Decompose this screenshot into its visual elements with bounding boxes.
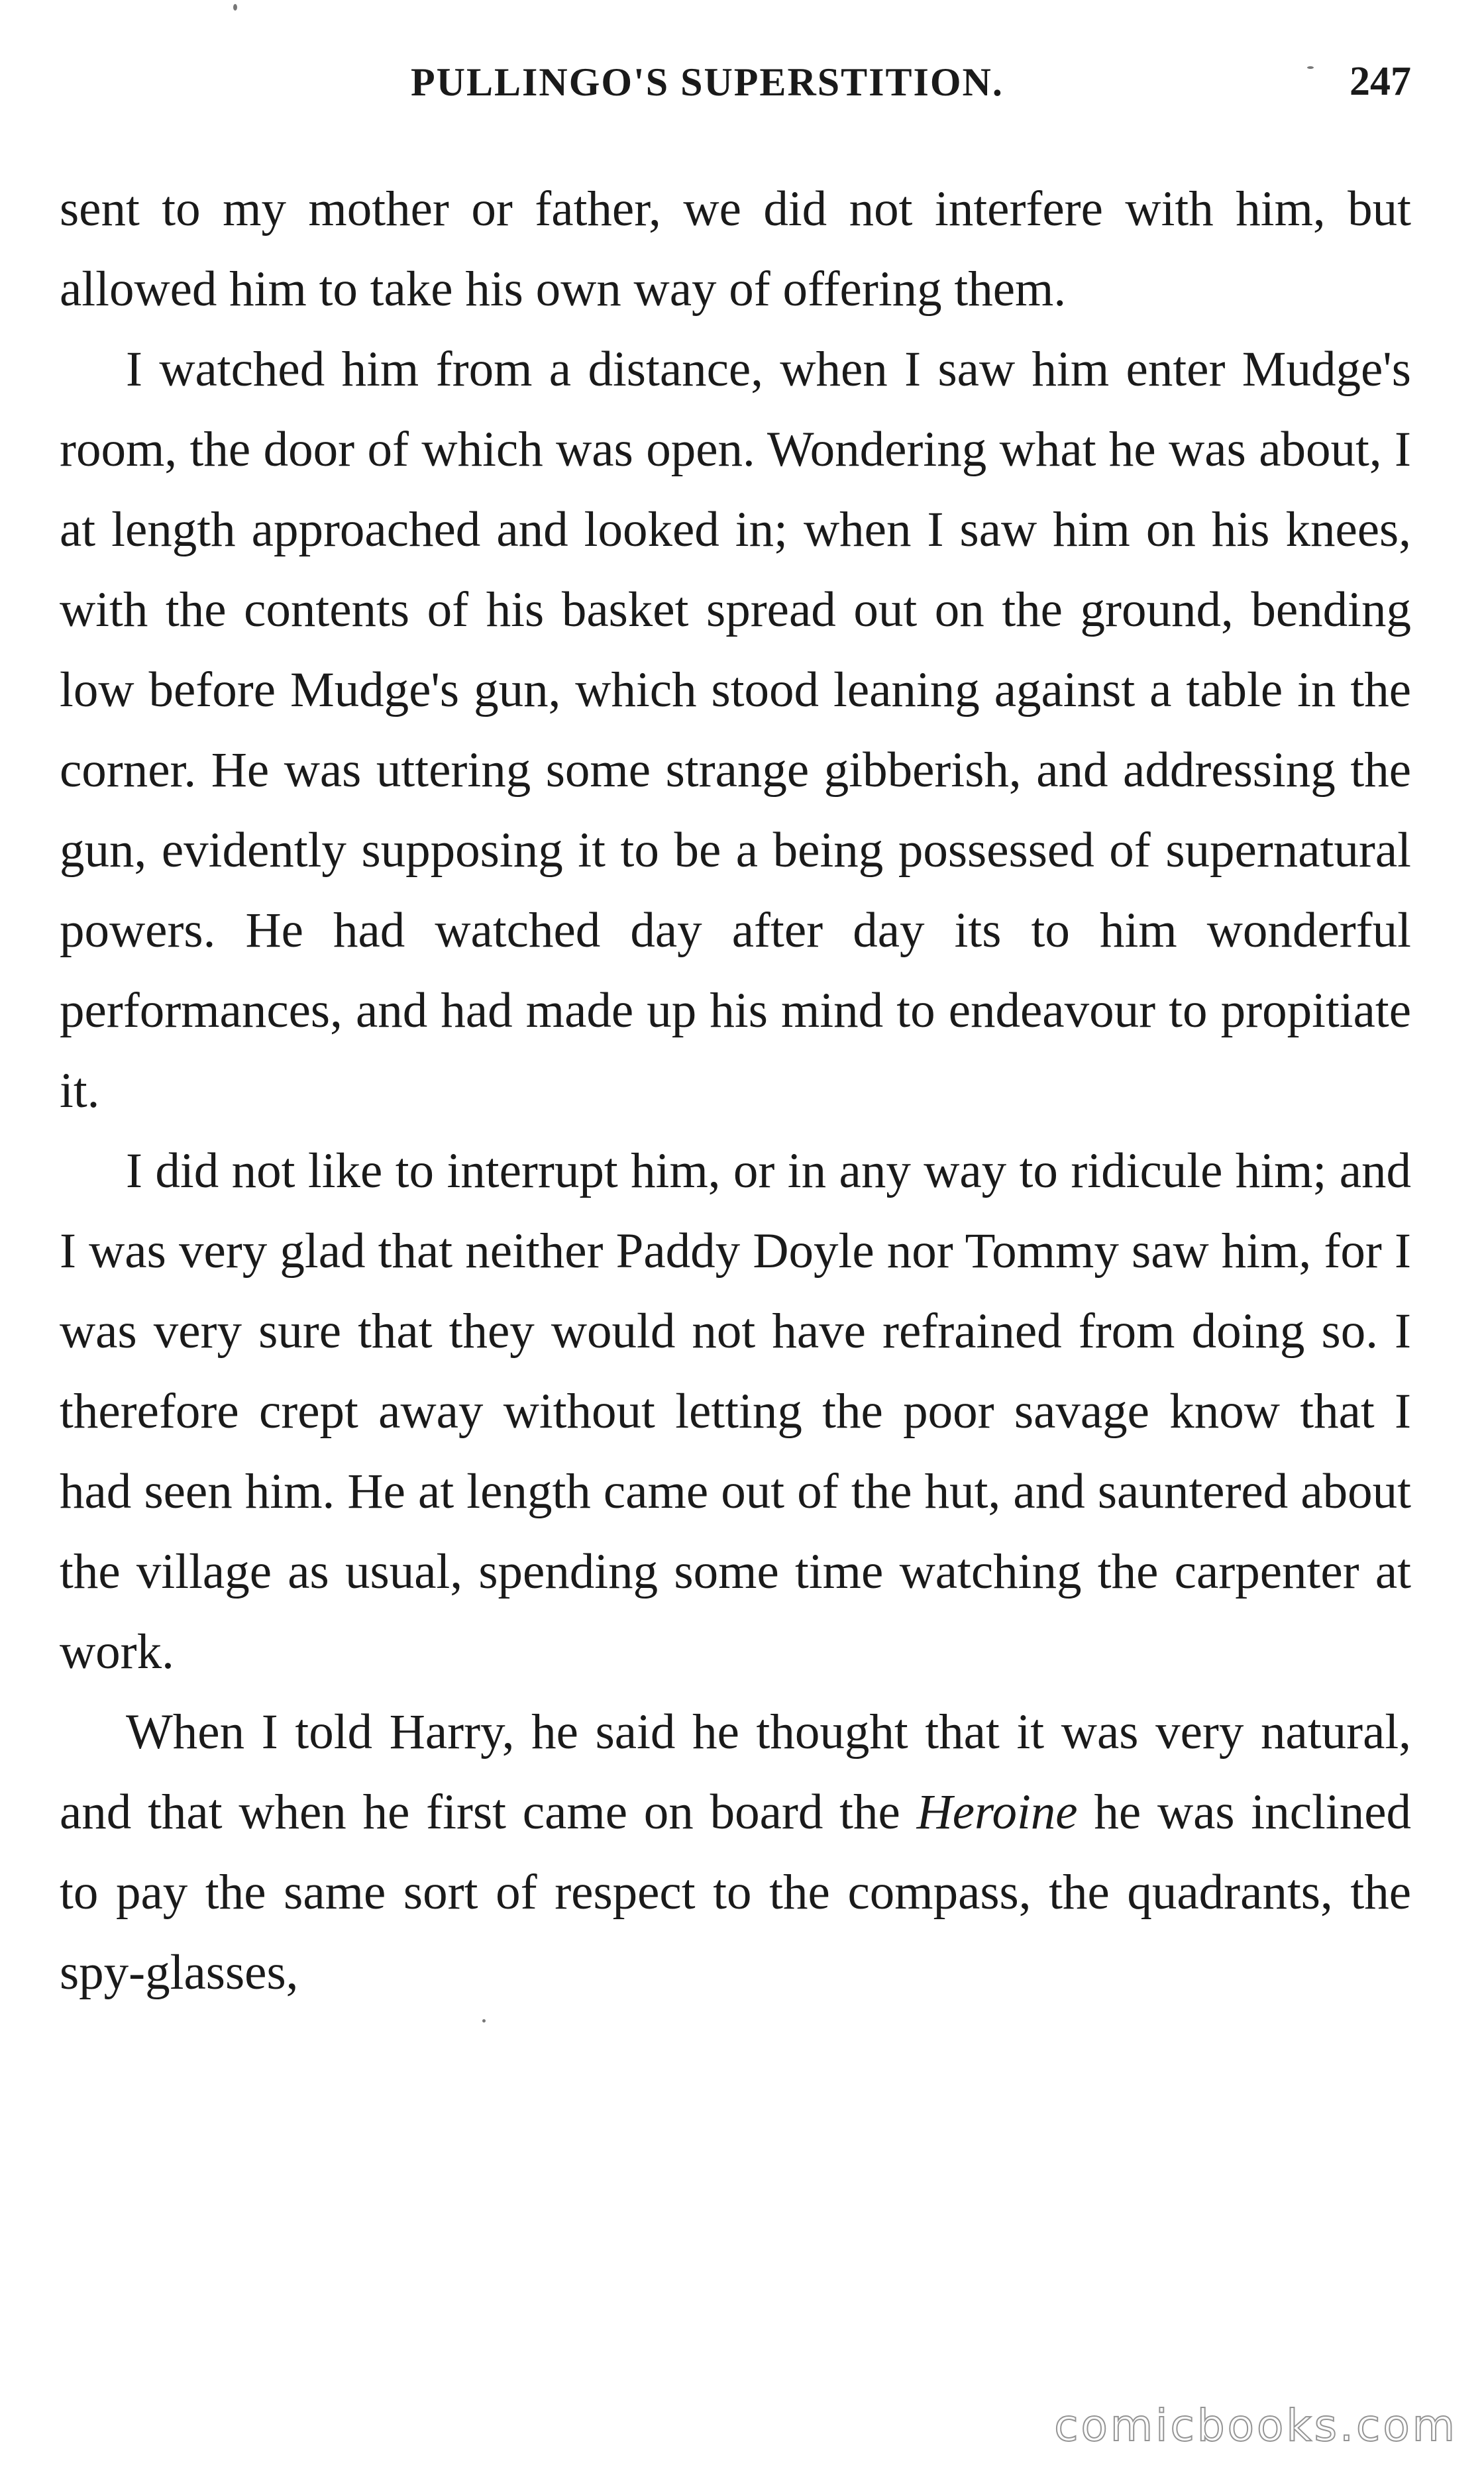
italic-text: Heroine bbox=[916, 1785, 1078, 1840]
paragraph-text: sent to my mother or father, we did not interfere with him, but allowed him to take his own way of offering them. bbox=[60, 182, 1411, 317]
print-speck bbox=[482, 2019, 486, 2023]
page-header bbox=[0, 53, 1484, 126]
paragraph-text: I did not like to interrupt him, or in any way to ridicule him; and I was very glad that neither Paddy Doyle nor Tommy saw him, for I was very sure that they would not have refrained from doing so. I therefore crept away without letting the poor savage know that I had seen him. He at length came out of the hut, and sauntered about the village as usual, spending some time watching the carpenter at work. bbox=[60, 1143, 1411, 1679]
paragraph-text: When I told Harry, he said he thought that it was very natural, and that when he first came on board the bbox=[60, 1705, 1411, 1840]
paragraph bbox=[60, 329, 1411, 1131]
body-text bbox=[60, 169, 1411, 2013]
paragraph-text: he was inclined to pay the same sort of respect to the compass, the quadrants, the spy-glasses, bbox=[60, 1785, 1411, 2000]
page-number: 247 bbox=[1350, 59, 1411, 104]
paragraph bbox=[60, 1692, 1411, 2013]
paragraph bbox=[60, 1131, 1411, 1692]
paragraph bbox=[60, 169, 1411, 329]
paragraph-text: I watched him from a distance, when I saw him enter Mudge's room, the door of which was open. Wondering what he was about, I at length approached and looked in; when I saw him on his knees, with the contents of his basket spread out on the ground, bending low before Mudge's gun, which stood leaning against a table in the corner. He was uttering some strange gibberish, and addressing the gun, evidently supposing it to be a being possessed of supernatural powers. He had watched day after day its to him wonderful performances, and had made up his mind to endeavour to propitiate it. bbox=[60, 342, 1411, 1118]
print-speck bbox=[233, 4, 237, 11]
running-title: PULLINGO'S SUPERSTITION. bbox=[411, 60, 1004, 104]
print-speck bbox=[1307, 66, 1314, 69]
watermark: comicbooks.com bbox=[1054, 2400, 1458, 2451]
